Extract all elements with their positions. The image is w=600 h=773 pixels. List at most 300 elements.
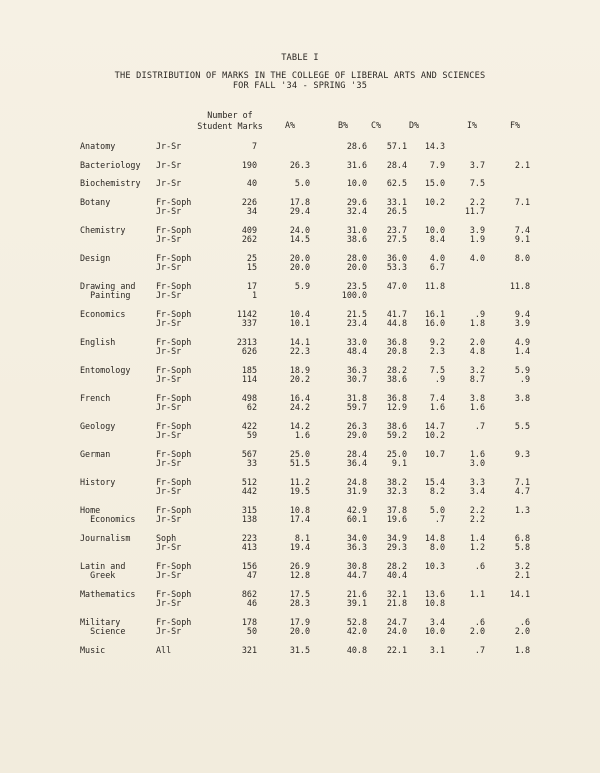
cell-i: 1.2 bbox=[469, 542, 485, 553]
cell-level: Jr-Sr bbox=[156, 598, 182, 609]
table-row bbox=[80, 571, 530, 580]
cell-a: 14.2 bbox=[289, 420, 310, 431]
cell-subject: Latin and bbox=[80, 560, 126, 571]
cell-f: 5.5 bbox=[514, 420, 530, 431]
cell-subject: Bacteriology bbox=[80, 159, 141, 170]
cell-b: 26.3 bbox=[346, 420, 367, 431]
cell-f: 9.1 bbox=[514, 234, 530, 245]
cell-d: .9 bbox=[434, 374, 445, 385]
cell-i: 8.7 bbox=[469, 374, 485, 385]
table-row bbox=[80, 142, 530, 151]
cell-a: 24.0 bbox=[289, 225, 310, 236]
cell-c: 23.7 bbox=[386, 225, 407, 236]
cell-b: 36.3 bbox=[346, 542, 367, 553]
cell-subject: French bbox=[80, 392, 111, 403]
cell-b: 39.1 bbox=[346, 598, 367, 609]
cell-b: 29.6 bbox=[346, 197, 367, 208]
cell-a bbox=[257, 142, 310, 151]
cell-d: 3.4 bbox=[429, 616, 445, 627]
header-i: I% bbox=[466, 120, 478, 130]
cell-n: 337 bbox=[241, 318, 257, 329]
cell-a: 19.5 bbox=[289, 486, 310, 497]
cell-d: 8.0 bbox=[429, 542, 445, 553]
cell-a: 5.9 bbox=[294, 281, 310, 292]
cell-d: 15.0 bbox=[424, 178, 445, 189]
cell-level: Jr-Sr bbox=[156, 570, 182, 581]
cell-level: Fr-Soph bbox=[156, 253, 192, 264]
cell-b: 40.8 bbox=[346, 644, 367, 655]
cell-c: 40.4 bbox=[386, 570, 407, 581]
cell-subject bbox=[80, 543, 156, 552]
cell-n: 1 bbox=[251, 290, 257, 301]
cell-c: 32.3 bbox=[386, 486, 407, 497]
cell-d: 10.3 bbox=[424, 560, 445, 571]
cell-level: Jr-Sr bbox=[156, 542, 182, 553]
cell-level: Jr-Sr bbox=[156, 290, 182, 301]
cell-n: 178 bbox=[241, 616, 257, 627]
table-row bbox=[80, 263, 530, 272]
cell-n: 226 bbox=[241, 197, 257, 208]
cell-level: Jr-Sr bbox=[156, 486, 182, 497]
cell-d: 4.0 bbox=[429, 253, 445, 264]
cell-a: 20.2 bbox=[289, 374, 310, 385]
cell-subject: Mathematics bbox=[80, 588, 136, 599]
cell-i: 1.1 bbox=[469, 588, 485, 599]
cell-level: Fr-Soph bbox=[156, 560, 192, 571]
cell-d: 7.4 bbox=[429, 392, 445, 403]
cell-f: 5.8 bbox=[514, 542, 530, 553]
cell-d bbox=[407, 571, 445, 580]
cell-b: 52.8 bbox=[346, 616, 367, 627]
cell-f: 1.4 bbox=[514, 346, 530, 357]
cell-f: 8.0 bbox=[514, 253, 530, 264]
cell-c: 21.8 bbox=[386, 598, 407, 609]
cell-f: 1.8 bbox=[514, 644, 530, 655]
cell-c: 19.6 bbox=[386, 514, 407, 525]
cell-level: Fr-Soph bbox=[156, 364, 192, 375]
cell-d: 10.2 bbox=[424, 430, 445, 441]
cell-f: 2.1 bbox=[514, 159, 530, 170]
cell-d: 5.0 bbox=[429, 504, 445, 515]
cell-n: 409 bbox=[241, 225, 257, 236]
cell-i: 1.9 bbox=[469, 234, 485, 245]
cell-level: Jr-Sr bbox=[156, 402, 182, 413]
table-title-line2: FOR FALL '34 - SPRING '35 bbox=[232, 81, 368, 91]
cell-c: 24.7 bbox=[386, 616, 407, 627]
header-d: D% bbox=[408, 120, 420, 130]
cell-f: 3.2 bbox=[514, 560, 530, 571]
cell-n: 50 bbox=[246, 626, 257, 637]
cell-c bbox=[367, 291, 407, 300]
cell-d: 14.7 bbox=[424, 420, 445, 431]
cell-f: 14.1 bbox=[509, 588, 530, 599]
table-row bbox=[80, 245, 530, 264]
cell-d: 10.0 bbox=[424, 626, 445, 637]
cell-i bbox=[445, 599, 485, 608]
cell-i bbox=[445, 263, 485, 272]
cell-c: 25.0 bbox=[386, 448, 407, 459]
cell-d: 10.0 bbox=[424, 225, 445, 236]
cell-f bbox=[485, 515, 530, 524]
cell-subject bbox=[80, 235, 156, 244]
cell-n: 15 bbox=[246, 262, 257, 273]
cell-n: 7 bbox=[251, 141, 257, 151]
cell-a: 11.2 bbox=[289, 476, 310, 487]
cell-subject bbox=[80, 263, 156, 272]
cell-f: 2.1 bbox=[514, 570, 530, 581]
cell-n: 34 bbox=[246, 206, 257, 217]
cell-b: 100.0 bbox=[341, 290, 367, 301]
cell-level: Fr-Soph bbox=[156, 504, 192, 515]
cell-n: 47 bbox=[246, 570, 257, 581]
cell-f bbox=[485, 459, 530, 468]
cell-level: Fr-Soph bbox=[156, 309, 192, 319]
cell-b: 36.4 bbox=[346, 458, 367, 469]
cell-subject: Painting bbox=[80, 290, 131, 301]
table-row bbox=[80, 599, 530, 608]
cell-n: 1142 bbox=[236, 309, 257, 319]
cell-c: 12.9 bbox=[386, 402, 407, 413]
table-row bbox=[80, 189, 530, 208]
cell-level: Jr-Sr bbox=[156, 318, 182, 329]
cell-c: 36.0 bbox=[386, 253, 407, 264]
cell-a: 25.0 bbox=[289, 448, 310, 459]
cell-a: 51.5 bbox=[289, 458, 310, 469]
cell-c: 41.7 bbox=[386, 309, 407, 319]
cell-subject: German bbox=[80, 448, 111, 459]
cell-subject: Design bbox=[80, 253, 111, 264]
cell-n: 114 bbox=[241, 374, 257, 385]
header-f: F% bbox=[509, 120, 521, 130]
table-row bbox=[80, 403, 530, 412]
cell-level: Jr-Sr bbox=[156, 234, 182, 245]
cell-c: 62.5 bbox=[386, 178, 407, 189]
cell-c: 44.8 bbox=[386, 318, 407, 329]
cell-f: 11.8 bbox=[509, 281, 530, 292]
cell-a: 10.8 bbox=[289, 504, 310, 515]
cell-subject: Chemistry bbox=[80, 225, 126, 236]
table-row bbox=[80, 301, 530, 320]
cell-level: Fr-Soph bbox=[156, 225, 192, 236]
cell-d: 1.6 bbox=[429, 402, 445, 413]
header-a: A% bbox=[284, 120, 296, 130]
table-row bbox=[80, 497, 530, 516]
cell-i bbox=[445, 291, 485, 300]
table-row bbox=[80, 636, 530, 655]
cell-a: 26.9 bbox=[289, 560, 310, 571]
cell-subject bbox=[80, 375, 156, 384]
cell-c: 33.1 bbox=[386, 197, 407, 208]
cell-c: 37.8 bbox=[386, 504, 407, 515]
cell-subject bbox=[80, 459, 156, 468]
cell-b: 32.4 bbox=[346, 206, 367, 217]
cell-n: 62 bbox=[246, 402, 257, 413]
table-row bbox=[80, 329, 530, 348]
cell-level: Fr-Soph bbox=[156, 392, 192, 403]
cell-d: 14.8 bbox=[424, 532, 445, 543]
cell-d: 16.0 bbox=[424, 318, 445, 329]
cell-d: 6.7 bbox=[429, 262, 445, 273]
table-row bbox=[80, 608, 530, 627]
cell-a: 16.4 bbox=[289, 392, 310, 403]
cell-subject bbox=[80, 487, 156, 496]
cell-f: 9.4 bbox=[514, 309, 530, 319]
cell-d: 16.1 bbox=[424, 309, 445, 319]
cell-i: 3.8 bbox=[469, 392, 485, 403]
cell-subject bbox=[80, 403, 156, 412]
cell-n: 512 bbox=[241, 476, 257, 487]
cell-d: 11.8 bbox=[424, 281, 445, 292]
table-row bbox=[80, 459, 530, 468]
cell-i: 3.7 bbox=[469, 159, 485, 170]
table-row bbox=[80, 357, 530, 376]
header-number-line2: Student Marks bbox=[197, 120, 263, 131]
table-row bbox=[80, 469, 530, 488]
cell-subject bbox=[80, 431, 156, 440]
cell-f: 5.9 bbox=[514, 364, 530, 375]
cell-i: 4.8 bbox=[469, 346, 485, 357]
cell-b: 60.1 bbox=[346, 514, 367, 525]
cell-subject bbox=[80, 599, 156, 608]
cell-c: 24.0 bbox=[386, 626, 407, 637]
cell-d: 8.4 bbox=[429, 234, 445, 245]
cell-f: .9 bbox=[519, 374, 530, 385]
cell-b: 31.6 bbox=[346, 159, 367, 170]
cell-level: Jr-Sr bbox=[156, 430, 182, 441]
cell-i: .6 bbox=[474, 560, 485, 571]
cell-i: 2.0 bbox=[469, 626, 485, 637]
cell-level: Fr-Soph bbox=[156, 197, 192, 208]
table-row bbox=[80, 385, 530, 404]
cell-n: 422 bbox=[241, 420, 257, 431]
cell-b: 36.3 bbox=[346, 364, 367, 375]
cell-subject: Greek bbox=[80, 570, 116, 581]
cell-level: Jr-Sr bbox=[156, 159, 182, 170]
cell-a bbox=[257, 291, 310, 300]
cell-subject: Geology bbox=[80, 420, 116, 431]
cell-a: 10.4 bbox=[289, 309, 310, 319]
cell-b: 33.0 bbox=[346, 336, 367, 347]
cell-subject: English bbox=[80, 336, 116, 347]
table-row bbox=[80, 627, 530, 636]
cell-b: 31.8 bbox=[346, 392, 367, 403]
cell-f: 7.4 bbox=[514, 225, 530, 236]
cell-level: Jr-Sr bbox=[156, 206, 182, 217]
cell-a: 26.3 bbox=[289, 159, 310, 170]
cell-i bbox=[445, 431, 485, 440]
cell-b: 23.4 bbox=[346, 318, 367, 329]
cell-level: Jr-Sr bbox=[156, 514, 182, 525]
cell-b: 29.0 bbox=[346, 430, 367, 441]
cell-a: 24.2 bbox=[289, 402, 310, 413]
cell-n: 262 bbox=[241, 234, 257, 245]
cell-a: 17.8 bbox=[289, 197, 310, 208]
cell-f: 2.0 bbox=[514, 626, 530, 637]
cell-i: .7 bbox=[474, 644, 485, 655]
cell-level: Jr-Sr bbox=[156, 374, 182, 385]
cell-b: 34.0 bbox=[346, 532, 367, 543]
cell-i: 11.7 bbox=[464, 206, 485, 217]
cell-i: 3.3 bbox=[469, 476, 485, 487]
cell-c: 28.4 bbox=[386, 159, 407, 170]
cell-n: 59 bbox=[246, 430, 257, 441]
cell-c: 38.6 bbox=[386, 420, 407, 431]
table-row bbox=[80, 151, 530, 170]
cell-i: .9 bbox=[474, 309, 485, 319]
table-row bbox=[80, 552, 530, 571]
cell-f: 4.9 bbox=[514, 336, 530, 347]
cell-subject: Botany bbox=[80, 197, 111, 208]
cell-b: 23.5 bbox=[346, 281, 367, 292]
cell-a: 14.1 bbox=[289, 336, 310, 347]
cell-n: 223 bbox=[241, 532, 257, 543]
header-number-line1: Number of bbox=[207, 110, 253, 120]
marks-table bbox=[80, 142, 530, 655]
cell-subject: Journalism bbox=[80, 532, 131, 543]
cell-level: Soph bbox=[156, 532, 177, 543]
cell-d: 14.3 bbox=[424, 141, 445, 151]
cell-subject bbox=[80, 207, 156, 216]
cell-subject: Drawing and bbox=[80, 281, 136, 292]
cell-i: 3.0 bbox=[469, 458, 485, 469]
cell-b: 31.9 bbox=[346, 486, 367, 497]
cell-n: 567 bbox=[241, 448, 257, 459]
cell-i: 3.2 bbox=[469, 364, 485, 375]
cell-c: 26.5 bbox=[386, 206, 407, 217]
cell-subject bbox=[80, 319, 156, 328]
cell-subject: Home bbox=[80, 504, 101, 515]
cell-n: 321 bbox=[241, 644, 257, 655]
cell-a: 14.5 bbox=[289, 234, 310, 245]
cell-b: 28.0 bbox=[346, 253, 367, 264]
cell-b: 10.0 bbox=[346, 178, 367, 189]
table-row bbox=[80, 524, 530, 543]
cell-a: 19.4 bbox=[289, 542, 310, 553]
cell-c: 27.5 bbox=[386, 234, 407, 245]
table-title-line1: THE DISTRIBUTION OF MARKS IN THE COLLEGE OF LIBERAL ARTS AND SCIENCES bbox=[114, 71, 486, 81]
cell-f: 9.3 bbox=[514, 448, 530, 459]
cell-b: 48.4 bbox=[346, 346, 367, 357]
cell-c: 9.1 bbox=[391, 458, 407, 469]
cell-subject bbox=[80, 347, 156, 356]
table-row bbox=[80, 413, 530, 432]
cell-f bbox=[485, 207, 530, 216]
cell-i: 1.6 bbox=[469, 448, 485, 459]
table-row bbox=[80, 235, 530, 244]
cell-d: 15.4 bbox=[424, 476, 445, 487]
cell-n: 190 bbox=[241, 159, 257, 170]
cell-level: Fr-Soph bbox=[156, 448, 192, 459]
cell-c: 53.3 bbox=[386, 262, 407, 273]
cell-b: 38.6 bbox=[346, 234, 367, 245]
cell-i: 7.5 bbox=[469, 178, 485, 189]
cell-b: 59.7 bbox=[346, 402, 367, 413]
cell-c: 28.2 bbox=[386, 364, 407, 375]
cell-i: 3.9 bbox=[469, 225, 485, 236]
table-row bbox=[80, 543, 530, 552]
cell-i bbox=[445, 142, 485, 151]
cell-b: 20.0 bbox=[346, 262, 367, 273]
cell-c: 20.8 bbox=[386, 346, 407, 357]
cell-a: 10.1 bbox=[289, 318, 310, 329]
cell-level: Jr-Sr bbox=[156, 458, 182, 469]
cell-a: 20.0 bbox=[289, 626, 310, 637]
table-row bbox=[80, 580, 530, 599]
table-row bbox=[80, 207, 530, 216]
cell-n: 498 bbox=[241, 392, 257, 403]
cell-a: 18.9 bbox=[289, 364, 310, 375]
cell-c: 34.9 bbox=[386, 532, 407, 543]
cell-subject: Economics bbox=[80, 514, 136, 525]
cell-n: 156 bbox=[241, 560, 257, 571]
cell-subject: Entomology bbox=[80, 364, 131, 375]
cell-f bbox=[485, 170, 530, 189]
cell-c: 32.1 bbox=[386, 588, 407, 599]
cell-i: 3.4 bbox=[469, 486, 485, 497]
cell-n: 2313 bbox=[236, 336, 257, 347]
cell-a: 22.3 bbox=[289, 346, 310, 357]
cell-d: 8.2 bbox=[429, 486, 445, 497]
table-row bbox=[80, 375, 530, 384]
cell-level: Fr-Soph bbox=[156, 336, 192, 347]
cell-level: Jr-Sr bbox=[156, 626, 182, 637]
cell-f: 3.9 bbox=[514, 318, 530, 329]
cell-c: 38.6 bbox=[386, 374, 407, 385]
cell-c: 47.0 bbox=[386, 281, 407, 292]
table-label: TABLE I bbox=[281, 53, 319, 63]
table-row bbox=[80, 319, 530, 328]
header-b: B% bbox=[337, 120, 349, 130]
cell-a: 17.9 bbox=[289, 616, 310, 627]
cell-b: 28.4 bbox=[346, 448, 367, 459]
cell-a: 12.8 bbox=[289, 570, 310, 581]
cell-n: 413 bbox=[241, 542, 257, 553]
cell-c: 59.2 bbox=[386, 430, 407, 441]
cell-n: 442 bbox=[241, 486, 257, 497]
cell-f: 3.8 bbox=[514, 392, 530, 403]
cell-f: 6.8 bbox=[514, 532, 530, 543]
cell-level: Jr-Sr bbox=[156, 346, 182, 357]
cell-d: 13.6 bbox=[424, 588, 445, 599]
cell-level: All bbox=[156, 644, 172, 655]
table-row bbox=[80, 291, 530, 300]
cell-subject: Science bbox=[80, 626, 126, 637]
cell-c: 57.1 bbox=[386, 141, 407, 151]
cell-b: 42.0 bbox=[346, 626, 367, 637]
cell-n: 862 bbox=[241, 588, 257, 599]
cell-i bbox=[445, 571, 485, 580]
cell-i: 1.4 bbox=[469, 532, 485, 543]
cell-i: 4.0 bbox=[469, 253, 485, 264]
cell-a: 28.3 bbox=[289, 598, 310, 609]
cell-f bbox=[485, 403, 530, 412]
cell-n: 315 bbox=[241, 504, 257, 515]
cell-d bbox=[407, 291, 445, 300]
cell-a: 8.1 bbox=[294, 532, 310, 543]
cell-f: 7.1 bbox=[514, 476, 530, 487]
header-number-of-marks bbox=[190, 110, 270, 131]
table-row bbox=[80, 347, 530, 356]
cell-f bbox=[485, 431, 530, 440]
marks-table-body bbox=[80, 142, 530, 655]
cell-b: 21.6 bbox=[346, 588, 367, 599]
cell-i: .7 bbox=[474, 420, 485, 431]
cell-a: 17.5 bbox=[289, 588, 310, 599]
cell-n: 25 bbox=[246, 253, 257, 264]
cell-a: 31.5 bbox=[289, 644, 310, 655]
cell-f bbox=[485, 263, 530, 272]
cell-a: 20.0 bbox=[289, 262, 310, 273]
